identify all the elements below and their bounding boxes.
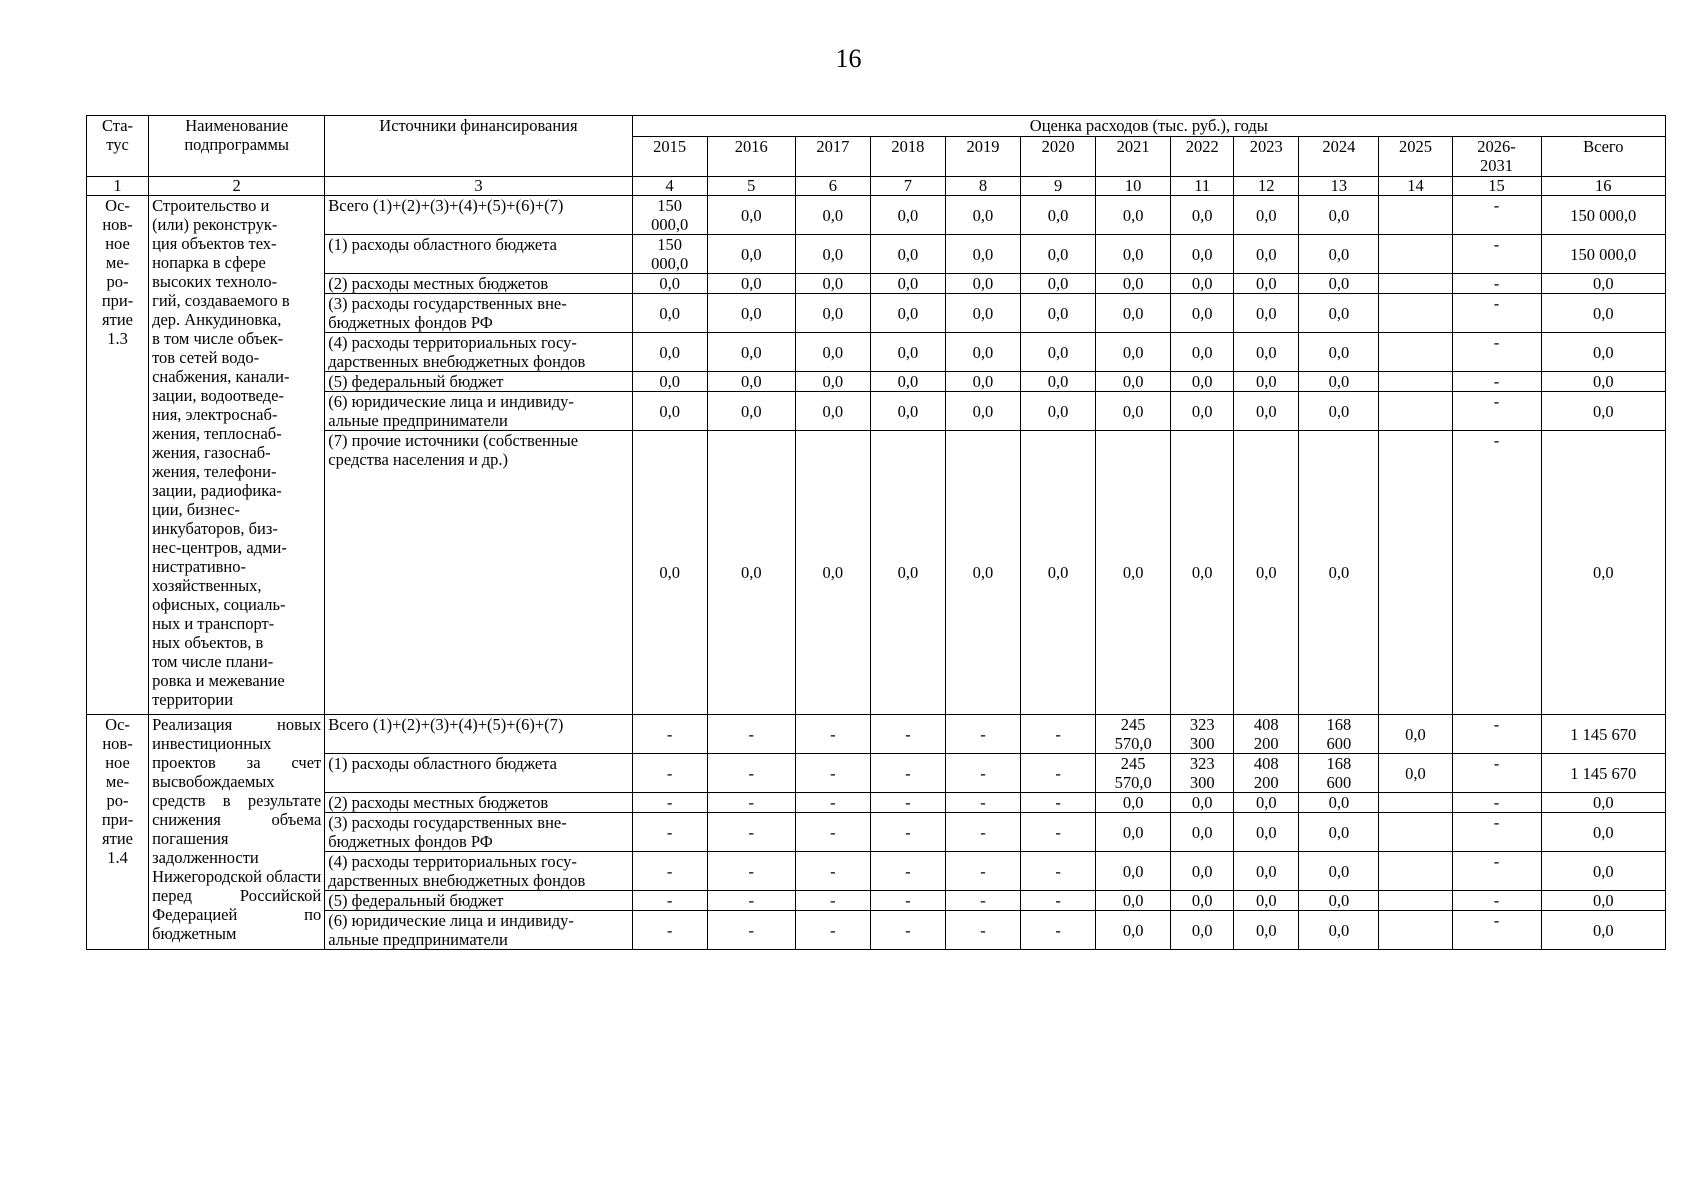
status-cell: Ос- нов- ное ме- ро- при- ятие 1.4: [87, 715, 149, 950]
value-cell: 0,0: [707, 431, 795, 715]
value-cell: -: [1021, 793, 1096, 813]
value-cell: 0,0: [1096, 813, 1171, 852]
header-year: 2020: [1021, 137, 1096, 177]
header-year: 2016: [707, 137, 795, 177]
source-cell: (5) федеральный бюджет: [325, 891, 632, 911]
column-number: 1: [87, 177, 149, 196]
value-cell: 0,0: [1096, 235, 1171, 274]
column-number: 7: [870, 177, 945, 196]
value-cell: 0,0: [1171, 891, 1234, 911]
value-cell: 0,0: [1299, 431, 1379, 715]
value-cell: -: [707, 793, 795, 813]
header-estimate: Оценка расходов (тыс. руб.), годы: [632, 116, 1665, 137]
value-cell: -: [870, 715, 945, 754]
value-cell: 0,0: [945, 372, 1020, 392]
value-cell: -: [707, 852, 795, 891]
value-cell: -: [795, 754, 870, 793]
value-cell: 0,0: [1541, 372, 1665, 392]
value-cell: 0,0: [1541, 294, 1665, 333]
value-cell: [1379, 333, 1452, 372]
value-cell: 0,0: [707, 196, 795, 235]
value-cell: 150 000,0: [632, 196, 707, 235]
value-cell: 0,0: [1171, 431, 1234, 715]
value-cell: 0,0: [1234, 196, 1299, 235]
value-cell: 0,0: [1096, 333, 1171, 372]
value-cell: 0,0: [1096, 793, 1171, 813]
column-number: 8: [945, 177, 1020, 196]
value-cell: -: [870, 813, 945, 852]
value-cell: [1379, 372, 1452, 392]
value-cell: 0,0: [1171, 196, 1234, 235]
value-cell: 0,0: [1299, 911, 1379, 950]
value-cell: [1379, 852, 1452, 891]
source-cell: (4) расходы территориальных госу- дарственных внебюджетных фондов: [325, 333, 632, 372]
value-cell: 0,0: [1541, 891, 1665, 911]
value-cell: 0,0: [1299, 852, 1379, 891]
value-cell: 0,0: [1021, 431, 1096, 715]
value-cell: 0,0: [945, 431, 1020, 715]
value-cell: 0,0: [1021, 274, 1096, 294]
value-cell: 0,0: [1096, 274, 1171, 294]
value-cell: [1379, 392, 1452, 431]
source-cell: (2) расходы местных бюджетов: [325, 793, 632, 813]
value-cell: 0,0: [1171, 911, 1234, 950]
source-cell: (3) расходы государственных вне- бюджетных фондов РФ: [325, 294, 632, 333]
value-cell: 0,0: [632, 333, 707, 372]
value-cell: 0,0: [1234, 431, 1299, 715]
value-cell: 0,0: [1234, 891, 1299, 911]
value-cell: 0,0: [707, 274, 795, 294]
value-cell: 0,0: [870, 333, 945, 372]
value-cell: 0,0: [1096, 392, 1171, 431]
column-number: 11: [1171, 177, 1234, 196]
header-year: 2015: [632, 137, 707, 177]
value-cell: 0,0: [1234, 852, 1299, 891]
value-cell: 1 145 670: [1541, 754, 1665, 793]
value-cell: -: [795, 911, 870, 950]
value-cell: 0,0: [1234, 911, 1299, 950]
value-cell: 0,0: [795, 333, 870, 372]
source-cell: (5) федеральный бюджет: [325, 372, 632, 392]
value-cell: 0,0: [1171, 274, 1234, 294]
value-cell: 0,0: [870, 372, 945, 392]
value-cell: 0,0: [1096, 431, 1171, 715]
value-cell: 0,0: [707, 235, 795, 274]
table-row: [87, 196, 1666, 235]
value-cell: 0,0: [1541, 274, 1665, 294]
value-cell: 0,0: [1299, 372, 1379, 392]
value-cell: 0,0: [870, 235, 945, 274]
header-year: 2021: [1096, 137, 1171, 177]
value-cell: 0,0: [945, 333, 1020, 372]
value-cell: 0,0: [945, 274, 1020, 294]
source-cell: (6) юридические лица и индивиду- альные предприниматели: [325, 911, 632, 950]
header-year: 2017: [795, 137, 870, 177]
value-cell: -: [870, 852, 945, 891]
value-cell: -: [870, 793, 945, 813]
value-cell: -: [1452, 372, 1541, 392]
value-cell: -: [795, 813, 870, 852]
header-year: 2024: [1299, 137, 1379, 177]
value-cell: 0,0: [1234, 333, 1299, 372]
column-number: 12: [1234, 177, 1299, 196]
value-cell: 0,0: [1234, 392, 1299, 431]
value-cell: 0,0: [1021, 372, 1096, 392]
value-cell: -: [945, 715, 1020, 754]
value-cell: 0,0: [1096, 911, 1171, 950]
value-cell: -: [945, 813, 1020, 852]
value-cell: 0,0: [1299, 813, 1379, 852]
value-cell: 0,0: [707, 372, 795, 392]
value-cell: 0,0: [1171, 235, 1234, 274]
value-cell: -: [1021, 911, 1096, 950]
value-cell: 0,0: [945, 294, 1020, 333]
value-cell: 0,0: [1379, 715, 1452, 754]
value-cell: 150 000,0: [1541, 235, 1665, 274]
value-cell: -: [1452, 294, 1541, 333]
value-cell: 0,0: [1541, 852, 1665, 891]
value-cell: -: [1452, 813, 1541, 852]
value-cell: -: [1452, 911, 1541, 950]
value-cell: -: [870, 891, 945, 911]
value-cell: 0,0: [1541, 911, 1665, 950]
value-cell: -: [1452, 274, 1541, 294]
value-cell: 245 570,0: [1096, 715, 1171, 754]
value-cell: -: [707, 754, 795, 793]
column-number: 16: [1541, 177, 1665, 196]
header-name: Наименование подпрограммы: [149, 116, 325, 177]
value-cell: 323 300: [1171, 754, 1234, 793]
value-cell: -: [632, 852, 707, 891]
value-cell: 0,0: [1171, 372, 1234, 392]
value-cell: -: [632, 911, 707, 950]
column-number: 13: [1299, 177, 1379, 196]
value-cell: 0,0: [870, 274, 945, 294]
header-year: 2022: [1171, 137, 1234, 177]
value-cell: -: [1021, 891, 1096, 911]
value-cell: 0,0: [1234, 294, 1299, 333]
value-cell: -: [632, 754, 707, 793]
value-cell: 408 200: [1234, 754, 1299, 793]
value-cell: 0,0: [1234, 274, 1299, 294]
value-cell: -: [1452, 392, 1541, 431]
header-year: 2025: [1379, 137, 1452, 177]
value-cell: 0,0: [1299, 392, 1379, 431]
source-cell: Всего (1)+(2)+(3)+(4)+(5)+(6)+(7): [325, 715, 632, 754]
value-cell: 0,0: [945, 392, 1020, 431]
value-cell: -: [945, 852, 1020, 891]
value-cell: 0,0: [1299, 333, 1379, 372]
subprogram-name-cell: Строительство и (или) реконструк- ция объектов тех- нопарка в сфере высоких техноло- гий, создаваемого в дер. Анкудиновка, в том числе объек- тов сетей водо- снабжения, канали- зации, водоотведе- ния, электроснаб- жения, теплоснаб- жения, газоснаб- жения, телефони- зации, радиофика- ции, бизнес- инкубаторов, биз- нес-центров, адми- нистративно- хозяйственных, офисных, социаль- ных и транспорт- ных объектов, в том числе плани- ровка и межевание территории: [149, 196, 325, 715]
column-number: 10: [1096, 177, 1171, 196]
source-cell: (2) расходы местных бюджетов: [325, 274, 632, 294]
page-number: 16: [835, 44, 862, 73]
value-cell: 0,0: [632, 372, 707, 392]
value-cell: -: [632, 793, 707, 813]
value-cell: -: [945, 891, 1020, 911]
value-cell: 0,0: [1299, 891, 1379, 911]
value-cell: 245 570,0: [1096, 754, 1171, 793]
value-cell: 0,0: [1299, 235, 1379, 274]
value-cell: -: [1452, 196, 1541, 235]
header-status: Ста- тус: [87, 116, 149, 177]
value-cell: 0,0: [632, 294, 707, 333]
value-cell: -: [632, 813, 707, 852]
value-cell: 0,0: [1234, 793, 1299, 813]
value-cell: 0,0: [1299, 196, 1379, 235]
value-cell: -: [1021, 852, 1096, 891]
value-cell: 1 145 670: [1541, 715, 1665, 754]
value-cell: 0,0: [1171, 294, 1234, 333]
value-cell: -: [632, 891, 707, 911]
value-cell: 0,0: [707, 294, 795, 333]
value-cell: 0,0: [1541, 813, 1665, 852]
value-cell: 0,0: [870, 196, 945, 235]
value-cell: 0,0: [1171, 852, 1234, 891]
value-cell: -: [795, 715, 870, 754]
value-cell: 0,0: [1234, 235, 1299, 274]
header-year: Всего: [1541, 137, 1665, 177]
value-cell: -: [870, 754, 945, 793]
column-number: 14: [1379, 177, 1452, 196]
value-cell: [1379, 813, 1452, 852]
column-number-row: [87, 177, 1666, 196]
value-cell: 0,0: [632, 431, 707, 715]
status-cell: Ос- нов- ное ме- ро- при- ятие 1.3: [87, 196, 149, 715]
value-cell: 0,0: [1021, 392, 1096, 431]
value-cell: 0,0: [870, 392, 945, 431]
value-cell: -: [1452, 754, 1541, 793]
value-cell: 0,0: [870, 294, 945, 333]
value-cell: 0,0: [1299, 294, 1379, 333]
value-cell: 0,0: [707, 392, 795, 431]
value-cell: 0,0: [1096, 372, 1171, 392]
header-row-top: [87, 116, 1666, 137]
header-year: 2026- 2031: [1452, 137, 1541, 177]
value-cell: 0,0: [1541, 392, 1665, 431]
value-cell: -: [1452, 431, 1541, 715]
value-cell: 0,0: [1096, 196, 1171, 235]
value-cell: 0,0: [795, 431, 870, 715]
financing-table: [86, 115, 1666, 950]
value-cell: -: [1452, 235, 1541, 274]
value-cell: -: [870, 911, 945, 950]
value-cell: 150 000,0: [632, 235, 707, 274]
value-cell: 0,0: [945, 196, 1020, 235]
value-cell: -: [707, 911, 795, 950]
header-year: 2023: [1234, 137, 1299, 177]
value-cell: 0,0: [1541, 431, 1665, 715]
value-cell: 0,0: [1021, 196, 1096, 235]
value-cell: 0,0: [945, 235, 1020, 274]
value-cell: -: [945, 754, 1020, 793]
value-cell: -: [795, 891, 870, 911]
value-cell: 0,0: [795, 392, 870, 431]
value-cell: 0,0: [795, 235, 870, 274]
value-cell: -: [1452, 715, 1541, 754]
value-cell: 0,0: [795, 372, 870, 392]
value-cell: 0,0: [1171, 392, 1234, 431]
value-cell: 0,0: [1171, 813, 1234, 852]
value-cell: 0,0: [1171, 333, 1234, 372]
column-number: 9: [1021, 177, 1096, 196]
value-cell: -: [795, 852, 870, 891]
value-cell: -: [1021, 715, 1096, 754]
value-cell: 0,0: [1299, 793, 1379, 813]
value-cell: -: [707, 715, 795, 754]
value-cell: 0,0: [1541, 333, 1665, 372]
value-cell: [1379, 274, 1452, 294]
value-cell: 0,0: [795, 274, 870, 294]
column-number: 2: [149, 177, 325, 196]
value-cell: -: [1452, 793, 1541, 813]
value-cell: 0,0: [1021, 235, 1096, 274]
value-cell: 0,0: [1096, 891, 1171, 911]
value-cell: 0,0: [1171, 793, 1234, 813]
value-cell: 0,0: [707, 333, 795, 372]
value-cell: -: [707, 813, 795, 852]
source-cell: (1) расходы областного бюджета: [325, 235, 632, 274]
value-cell: 0,0: [795, 196, 870, 235]
value-cell: 168 600: [1299, 715, 1379, 754]
value-cell: 0,0: [1021, 333, 1096, 372]
column-number: 5: [707, 177, 795, 196]
subprogram-name-cell: Реализация новых инвестиционных проектов за счет высвобождаемых средств в результате снижения объема погашения задолженности Нижегородской области перед Российской Федерацией по бюджетным: [149, 715, 325, 950]
value-cell: 0,0: [870, 431, 945, 715]
value-cell: 0,0: [1096, 294, 1171, 333]
value-cell: -: [1452, 333, 1541, 372]
value-cell: 408 200: [1234, 715, 1299, 754]
value-cell: 0,0: [632, 392, 707, 431]
value-cell: 150 000,0: [1541, 196, 1665, 235]
table-row: [87, 715, 1666, 754]
value-cell: -: [707, 891, 795, 911]
header-sources: Источники финансирования: [325, 116, 632, 177]
source-cell: (6) юридические лица и индивиду- альные предприниматели: [325, 392, 632, 431]
value-cell: 0,0: [1234, 372, 1299, 392]
source-cell: (3) расходы государственных вне- бюджетных фондов РФ: [325, 813, 632, 852]
header-year: 2019: [945, 137, 1020, 177]
value-cell: -: [945, 793, 1020, 813]
column-number: 3: [325, 177, 632, 196]
value-cell: [1379, 235, 1452, 274]
value-cell: 323 300: [1171, 715, 1234, 754]
value-cell: 0,0: [1234, 813, 1299, 852]
value-cell: -: [1452, 891, 1541, 911]
source-cell: Всего (1)+(2)+(3)+(4)+(5)+(6)+(7): [325, 196, 632, 235]
value-cell: [1379, 891, 1452, 911]
value-cell: [1379, 431, 1452, 715]
value-cell: 168 600: [1299, 754, 1379, 793]
value-cell: -: [632, 715, 707, 754]
column-number: 6: [795, 177, 870, 196]
value-cell: 0,0: [1379, 754, 1452, 793]
value-cell: 0,0: [1096, 852, 1171, 891]
value-cell: 0,0: [632, 274, 707, 294]
source-cell: (1) расходы областного бюджета: [325, 754, 632, 793]
column-number: 15: [1452, 177, 1541, 196]
value-cell: 0,0: [1021, 294, 1096, 333]
value-cell: -: [795, 793, 870, 813]
value-cell: [1379, 911, 1452, 950]
value-cell: -: [1452, 852, 1541, 891]
value-cell: -: [1021, 754, 1096, 793]
value-cell: 0,0: [1299, 274, 1379, 294]
value-cell: [1379, 196, 1452, 235]
value-cell: [1379, 294, 1452, 333]
value-cell: -: [945, 911, 1020, 950]
source-cell: (7) прочие источники (собственные средства населения и др.): [325, 431, 632, 715]
value-cell: 0,0: [795, 294, 870, 333]
value-cell: 0,0: [1541, 793, 1665, 813]
column-number: 4: [632, 177, 707, 196]
source-cell: (4) расходы территориальных госу- дарственных внебюджетных фондов: [325, 852, 632, 891]
value-cell: [1379, 793, 1452, 813]
value-cell: -: [1021, 813, 1096, 852]
header-year: 2018: [870, 137, 945, 177]
